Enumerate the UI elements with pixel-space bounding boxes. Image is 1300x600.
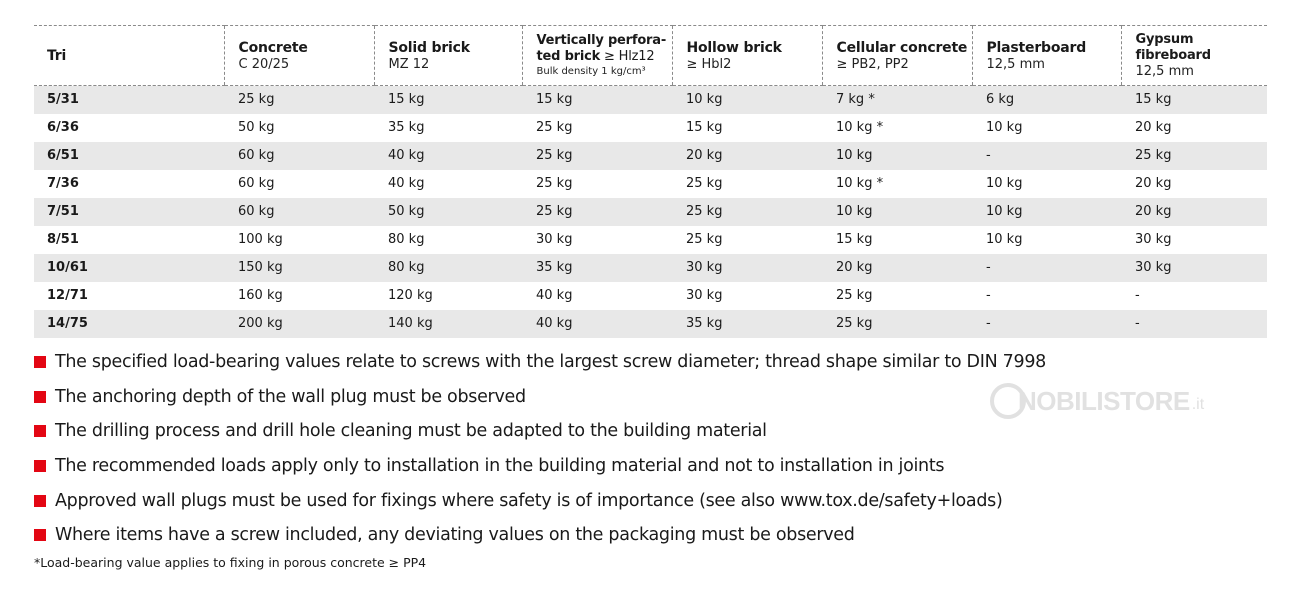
note-text: The anchoring depth of the wall plug must be observed: [55, 386, 526, 407]
table-cell: -: [1121, 310, 1267, 338]
table-cell: 10 kg: [972, 198, 1121, 226]
red-square-bullet-icon: [34, 495, 46, 507]
header-concrete: [224, 26, 374, 86]
table-cell: 100 kg: [238, 232, 283, 247]
header-subtitle: Bulk density 1 kg/cm³: [536, 66, 646, 77]
table-cell: 25 kg: [1121, 142, 1267, 170]
header-subtitle: ≥ PB2, PP2: [836, 56, 909, 72]
table-cell: 25 kg: [536, 120, 573, 135]
header-title-line1: Vertically perfora-: [536, 33, 667, 48]
table-cell: 60 kg: [224, 198, 374, 226]
table-cell: 20 kg: [1121, 198, 1267, 226]
table-cell: 15 kg: [1121, 86, 1267, 115]
header-title-line2-suffix: ≥ Hlz12: [600, 49, 655, 64]
note-text: Where items have a screw included, any deviating values on the packaging must be observed: [55, 525, 855, 546]
row-tri-cell: 8/51: [47, 232, 79, 247]
red-square-bullet-icon: [34, 425, 46, 437]
table-cell: 15 kg: [374, 86, 522, 115]
table-cell: 25 kg: [522, 198, 672, 226]
notes-list: [34, 345, 1084, 553]
table-cell: 25 kg: [836, 288, 873, 303]
table-cell: 120 kg: [388, 288, 433, 303]
table-cell: 60 kg: [238, 176, 275, 191]
header-subtitle: C 20/25: [238, 56, 290, 72]
header-subtitle: ≥ Hbl2: [686, 56, 732, 72]
header-title-line2: ted brick: [536, 49, 601, 64]
table-cell: 10 kg: [822, 198, 972, 226]
watermark-text: NOBILISTORE: [1018, 385, 1190, 416]
table-cell: 35 kg: [388, 120, 425, 135]
footnote: *Load-bearing value applies to fixing in porous concrete ≥ PP4: [34, 555, 427, 570]
table-cell: 10 kg: [672, 86, 822, 115]
header-title-line1: Gypsum: [1135, 31, 1194, 47]
note-text: The recommended loads apply only to installation in the building material and not to installation in joints: [55, 456, 945, 477]
table-cell: 40 kg: [374, 142, 522, 170]
table-row: [34, 142, 1267, 170]
header-title: Solid brick: [388, 39, 470, 56]
table-row: [34, 114, 1267, 142]
table-row: [34, 170, 1267, 198]
table-row: [34, 282, 1267, 310]
table-cell: 10 kg: [986, 232, 1023, 247]
header-title: Hollow brick: [686, 39, 782, 56]
red-square-bullet-icon: [34, 460, 46, 472]
table-cell: 30 kg: [686, 288, 723, 303]
table-cell: 25 kg: [822, 310, 972, 338]
header-title-line2-wrap: [537, 49, 672, 65]
table-cell: 35 kg: [672, 310, 822, 338]
table-cell: 20 kg: [822, 254, 972, 282]
table-cell: 30 kg: [672, 254, 822, 282]
header-title: Tri: [47, 47, 67, 64]
row-tri-cell: 7/51: [34, 198, 224, 226]
table-row: [34, 310, 1267, 338]
watermark-logo: [990, 381, 1204, 421]
table-cell: 30 kg: [1135, 232, 1172, 247]
table-cell: -: [972, 310, 1121, 338]
header-title-line2: fibreboard: [1135, 47, 1211, 63]
note-item: [34, 483, 1084, 518]
header-subtitle: 12,5 mm: [1135, 63, 1194, 79]
load-table-container: [34, 25, 1267, 338]
table-header-row: [34, 26, 1267, 86]
table-cell: 40 kg: [388, 176, 425, 191]
table-row: [34, 254, 1267, 282]
note-text: The drilling process and drill hole cleaning must be adapted to the building material: [55, 421, 767, 442]
table-cell: 140 kg: [374, 310, 522, 338]
header-tri: [34, 26, 224, 86]
table-row: [34, 198, 1267, 226]
table-cell: 160 kg: [238, 288, 283, 303]
note-item: [34, 449, 1084, 484]
table-cell: 25 kg: [522, 142, 672, 170]
row-tri-cell: 10/61: [34, 254, 224, 282]
table-cell: 20 kg: [1135, 176, 1172, 191]
table-cell: 50 kg: [238, 120, 275, 135]
table-cell: -: [972, 254, 1121, 282]
table-cell: 25 kg: [224, 86, 374, 115]
table-row: [34, 226, 1267, 254]
table-cell: 35 kg: [522, 254, 672, 282]
header-gypsum-fibreboard: [1121, 26, 1267, 86]
table-cell: 200 kg: [224, 310, 374, 338]
table-cell: 7 kg *: [822, 86, 972, 115]
table-cell: 20 kg: [1135, 120, 1172, 135]
header-subtitle: MZ 12: [388, 56, 430, 72]
table-cell: 150 kg: [224, 254, 374, 282]
table-cell: 40 kg: [522, 310, 672, 338]
table-cell: 6 kg: [972, 86, 1121, 115]
note-item: [34, 414, 1084, 449]
table-cell: 15 kg: [836, 232, 873, 247]
header-subtitle: 12,5 mm: [986, 56, 1045, 72]
table-cell: -: [972, 142, 1121, 170]
note-item: [34, 380, 1084, 415]
header-solid-brick: [374, 26, 522, 86]
header-title: Concrete: [238, 39, 308, 56]
table-cell: 25 kg: [686, 176, 723, 191]
note-text: The specified load-bearing values relate to screws with the largest screw diameter; thread shape similar to DIN 7998: [55, 352, 1046, 373]
red-square-bullet-icon: [34, 356, 46, 368]
note-item: [34, 518, 1084, 553]
header-title: Plasterboard: [986, 39, 1087, 56]
table-cell: -: [986, 288, 991, 303]
row-tri-cell: 14/75: [34, 310, 224, 338]
note-text: Approved wall plugs must be used for fixings where safety is of importance (see also www.tox.de/safety+loads): [55, 490, 1003, 511]
table-cell: 20 kg: [672, 142, 822, 170]
red-square-bullet-icon: [34, 391, 46, 403]
row-tri-cell: 6/51: [34, 142, 224, 170]
table-cell: 10 kg: [986, 176, 1023, 191]
table-cell: 10 kg: [986, 120, 1023, 135]
table-cell: 25 kg: [672, 198, 822, 226]
table-cell: 10 kg *: [836, 176, 884, 191]
table-cell: 25 kg: [686, 232, 723, 247]
table-body: [34, 86, 1267, 339]
table-row: [34, 86, 1267, 115]
header-title: Cellular concrete: [836, 39, 968, 56]
table-cell: 40 kg: [536, 288, 573, 303]
watermark-tld: .it: [1191, 396, 1205, 413]
header-vertically-perforated-brick: [522, 26, 672, 86]
note-item: [34, 345, 1084, 380]
table-cell: 80 kg: [388, 232, 425, 247]
row-tri-cell: 12/71: [47, 288, 88, 303]
header-cellular-concrete: [822, 26, 972, 86]
table-cell: 15 kg: [686, 120, 723, 135]
load-table: [34, 25, 1267, 338]
red-square-bullet-icon: [34, 529, 46, 541]
header-hollow-brick: [672, 26, 822, 86]
table-cell: 50 kg: [374, 198, 522, 226]
table-cell: -: [1135, 288, 1140, 303]
table-cell: 80 kg: [374, 254, 522, 282]
table-cell: 10 kg: [822, 142, 972, 170]
table-cell: 25 kg: [536, 176, 573, 191]
table-cell: 30 kg: [536, 232, 573, 247]
row-tri-cell: 7/36: [47, 176, 79, 191]
table-cell: 15 kg: [522, 86, 672, 115]
table-cell: 10 kg *: [836, 120, 884, 135]
row-tri-cell: 6/36: [47, 120, 79, 135]
row-tri-cell: 5/31: [34, 86, 224, 115]
header-plasterboard: [972, 26, 1121, 86]
table-cell: 30 kg: [1121, 254, 1267, 282]
table-cell: 60 kg: [224, 142, 374, 170]
